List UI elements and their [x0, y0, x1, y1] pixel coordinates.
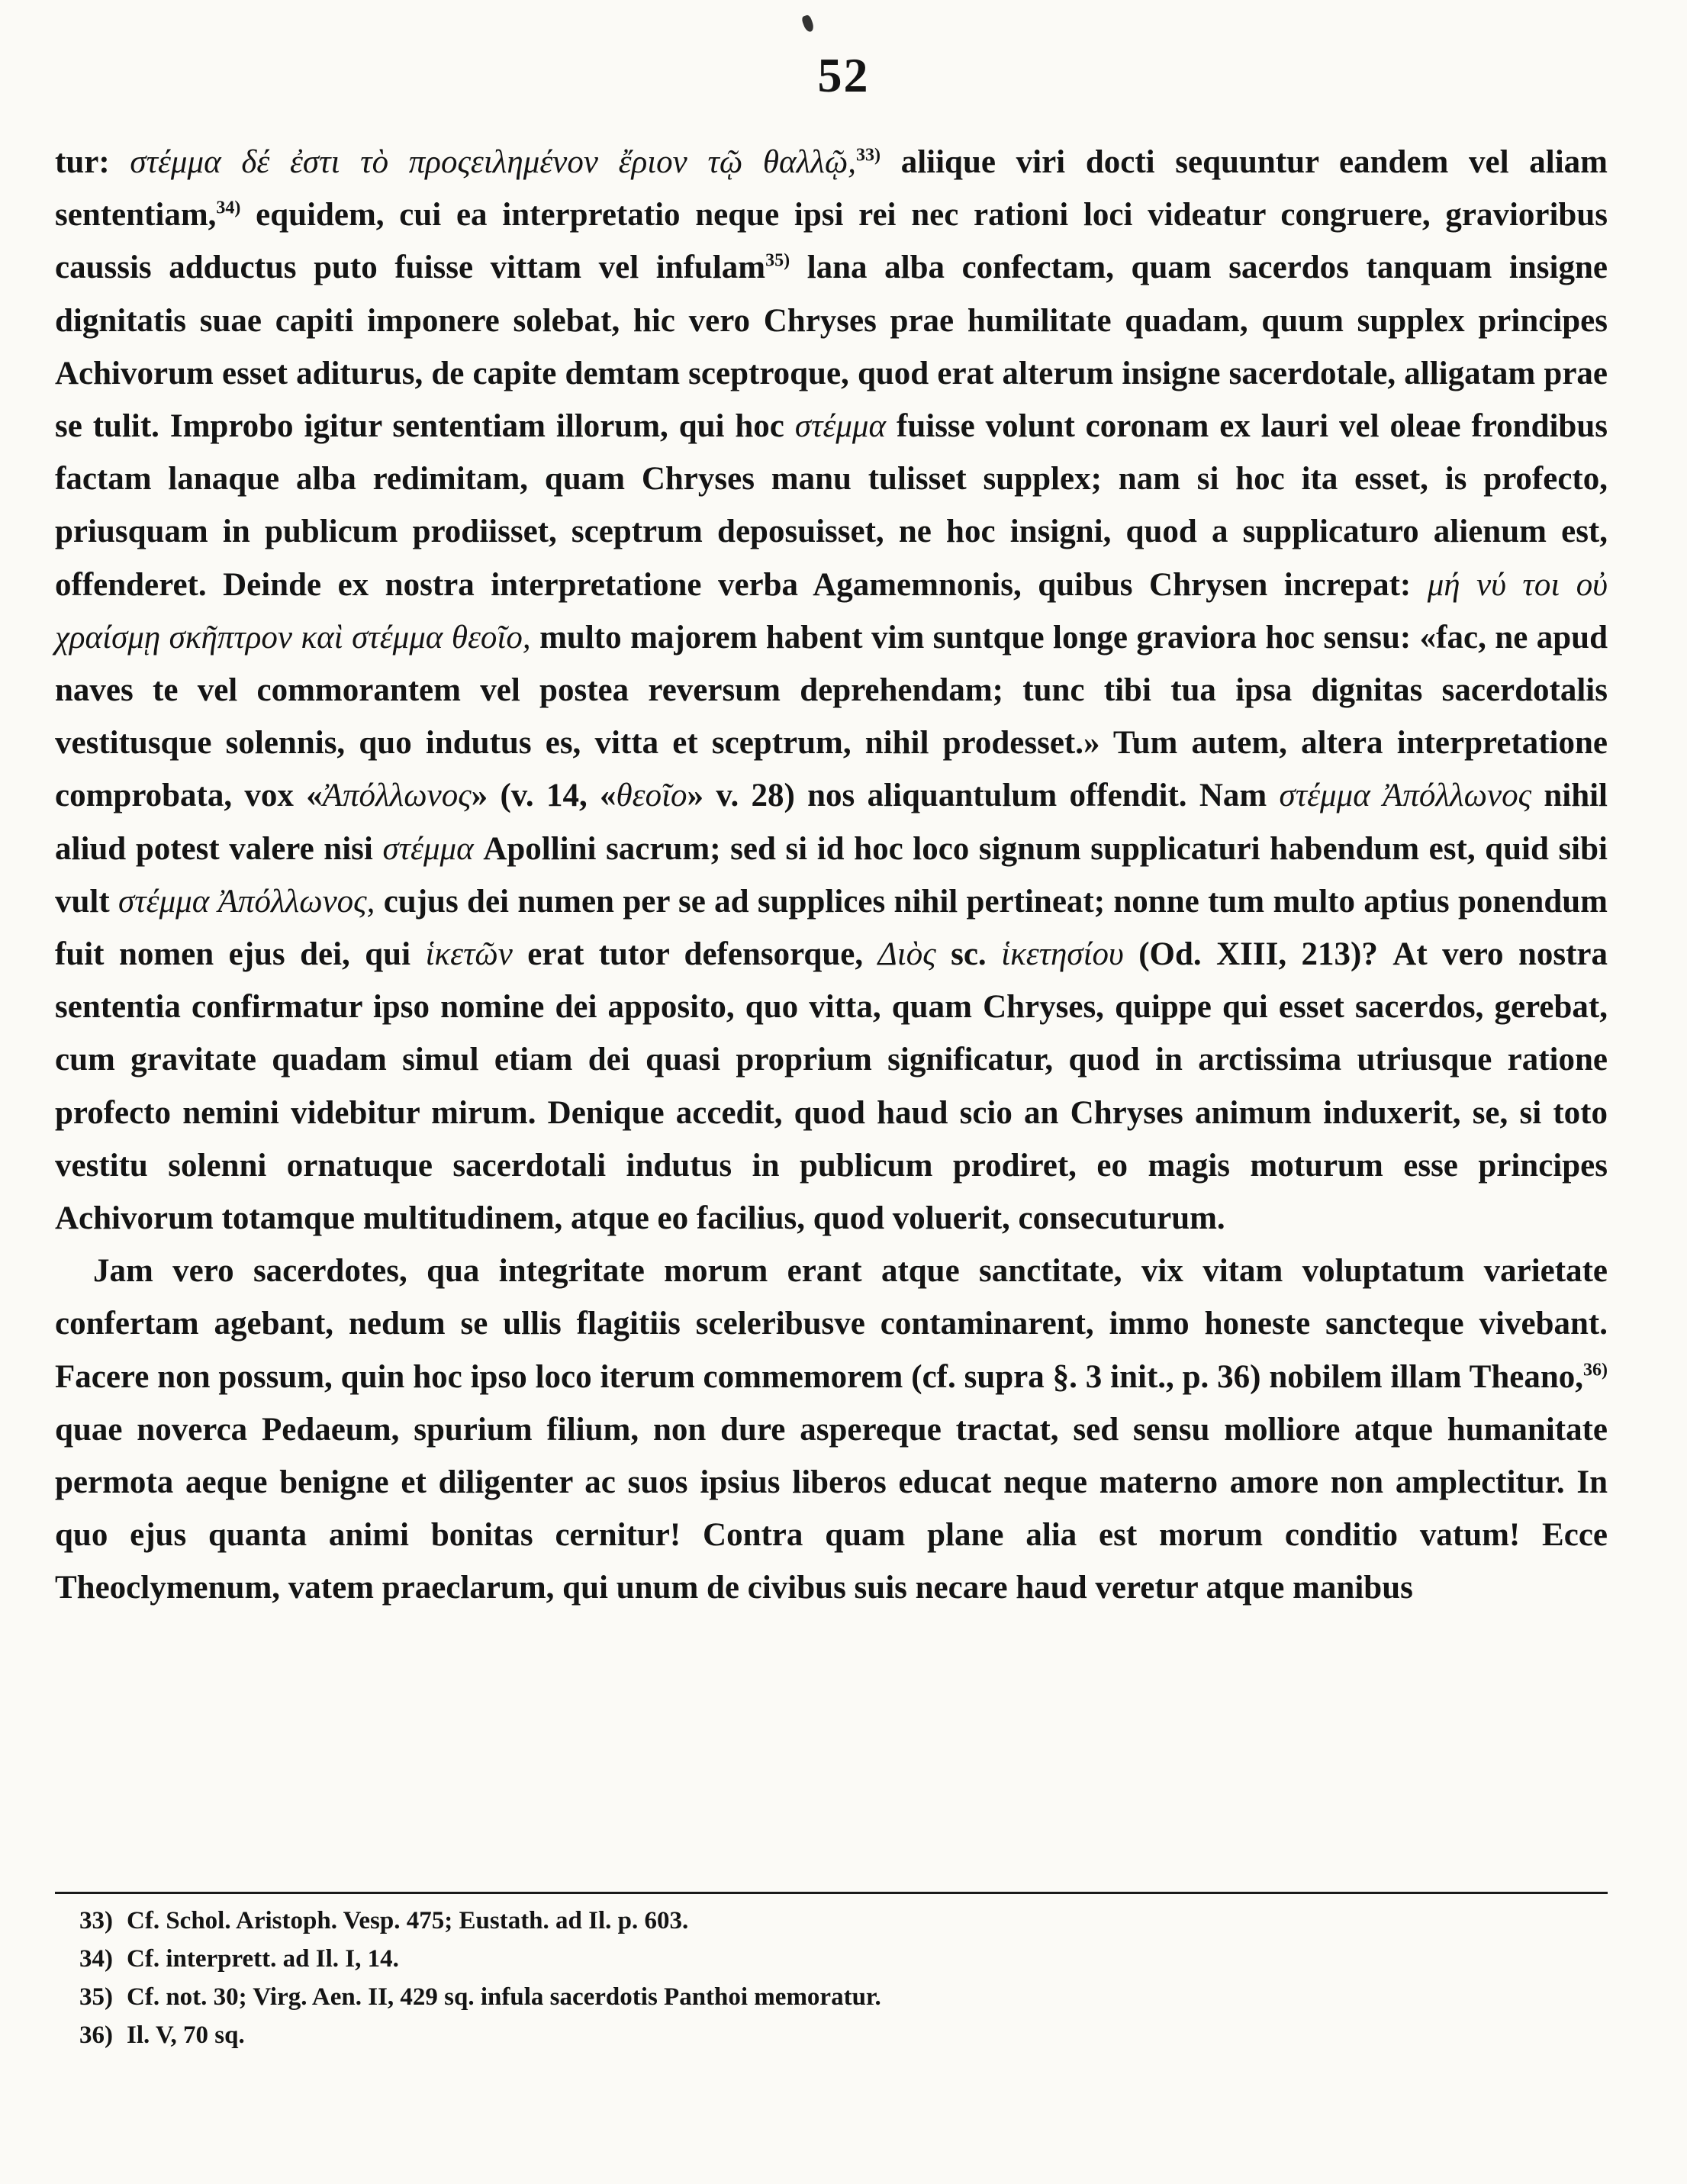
greek-text: μή νύ τοι οὐ χραίσμῃ σκῆπτρον καὶ στέμμα θεοῖο,	[55, 566, 1608, 656]
text-run: multo majorem habent vim suntque longe graviora hoc sensu: «fac, ne apud naves te vel commorantem vel postea reversum deprehendam; tunc tibi tua ipsa dignitas sacerdotalis vestitusque solennis, quo indutus es, vitta et sceptrum, nihil prodesset.» Tum autem, altera interpretatione comprobata, vox «	[55, 619, 1608, 814]
text-run: (Od. XIII, 213)? At vero nostra sententia confirmatur ipso nomine dei apposito, quo vitta, quam Chryses, quippe qui esset sacerdos, gerebat, cum gravitate quadam simul etiam dei quasi proprium significatur, quod in arctissima utriusque ratione profecto nemini videbitur mirum. Denique accedit, quod haud scio an Chryses animum induxerit, se, si toto vestitu solenni ornatuque sacerdotali indutus in publicum prodiret, eo magis moturum esse principes Achivorum totamque multitudinem, atque eo facilius, quod voluerit, consecuturum.	[55, 936, 1608, 1237]
greek-text: Ἀπόλλωνος	[322, 778, 472, 814]
greek-text: στέμμα	[794, 408, 887, 445]
text-run: Apollini sacrum; sed si id hoc loco signum supplicaturi habendum est, quid sibi vult	[55, 830, 1608, 920]
text-run: fuisse volunt coronam ex lauri vel oleae frondibus factam lanaque alba redimitam, quam Chryses manu tulisset supplex; nam si hoc ita esset, is profecto, priusquam in publicum prodiisset, sceptrum deposuisset, ne hoc insigni, quod a supplicaturo alienum est, offenderet. Deinde ex nostra interpretatione verba Agamemnonis, quibus Chrysen increpat:	[55, 408, 1608, 603]
greek-text: στέμμα Ἀπόλλωνος,	[118, 883, 375, 920]
text-run: aliique viri docti sequuntur eandem vel aliam sententiam,	[55, 144, 1608, 234]
text-run: quae noverca Pedaeum, spurium filium, non dure aspereque tractat, sed sensu molliore atque humanitate permota aeque benigne et diligenter ac suos ipsius liberos educat neque materno amore non amplectitur. In quo ejus quanta animi bonitas cernitur! Contra quam plane alia est morum conditio vatum! Ecce Theoclymenum, vatem praeclarum, qui unum de civibus suis necare haud veretur atque manibus	[55, 1411, 1608, 1606]
footnote-number: 34)	[79, 1945, 113, 1973]
page-number: 52	[817, 48, 870, 102]
greek-text: στέμμα δέ ἐστι τὸ προςειλημένον ἔριον τῷ θαλλῷ,	[130, 144, 856, 180]
text-run: cujus dei numen per se ad supplices nihil pertineat; nonne tum multo aptius ponendum fuit nomen ejus dei, qui	[55, 883, 1608, 973]
text-run: tur:	[55, 144, 130, 180]
ink-speck	[801, 14, 816, 34]
footnote-text: Il. V, 70 sq.	[127, 2021, 245, 2049]
greek-text: στέμμα Ἀπόλλωνος	[1279, 778, 1532, 814]
footnote	[79, 1902, 1529, 1940]
paragraph	[55, 136, 1608, 1245]
footnote-text: Cf. Schol. Aristoph. Vesp. 475; Eustath. ad Il. p. 603.	[127, 1907, 689, 1934]
text-run: nihil aliud potest valere nisi	[55, 778, 1608, 867]
greek-text: ἱκετησίου	[1001, 936, 1124, 973]
main-text	[55, 136, 1608, 1615]
greek-text: ἱκετῶν	[425, 936, 513, 973]
text-run: » v. 28) nos aliquantulum offendit. Nam	[687, 778, 1280, 814]
greek-text: στέμμα	[382, 830, 474, 867]
text-run: Jam vero sacerdotes, qua integritate morum erant atque sanctitate, vix vitam voluptatum varietate confertam agebant, nedum se ullis flagitiis sceleribusve contaminarent, immo honeste sancteque vivebant. Facere non possum, quin hoc ipso loco iterum commemorem (cf. supra §. 3 init., p. 36) nobilem illam Theano,	[55, 1253, 1608, 1395]
footnote	[79, 2016, 1529, 2054]
footnote-number: 36)	[79, 2021, 113, 2049]
footnotes	[79, 1902, 1529, 2054]
footnote	[79, 1940, 1529, 1978]
greek-text: Διὸς	[877, 936, 936, 973]
footnote-ref: 35)	[765, 251, 790, 272]
footnote-number: 35)	[79, 1983, 113, 2011]
text-run: sc.	[935, 936, 1002, 973]
footnote-ref: 34)	[216, 198, 241, 218]
footnote	[79, 1978, 1529, 2016]
text-run: erat tutor defensorque,	[512, 936, 878, 973]
footnote-number: 33)	[79, 1907, 113, 1934]
text-run: » (v. 14, «	[471, 778, 617, 814]
footnote-text: Cf. interprett. ad Il. I, 14.	[127, 1945, 399, 1973]
text-run: equidem, cui ea interpretatio neque ipsi rei nec rationi loci videatur congruere, gravioribus caussis adductus puto fuisse vittam vel infulam	[55, 197, 1608, 286]
text-run: lana alba confectam, quam sacerdos tanquam insigne dignitatis suae capiti imponere solebat, hic vero Chryses prae humilitate quadam, quum supplex principes Achivorum esset aditurus, de capite demtam sceptroque, quod erat alterum insigne sacerdotale, alligatam prae se tulit. Improbo igitur sententiam illorum, qui hoc	[55, 250, 1608, 445]
footnote-ref: 33)	[855, 145, 881, 166]
footnote-rule	[55, 1892, 1608, 1894]
paragraph	[55, 1245, 1608, 1614]
footnote-ref: 36)	[1583, 1360, 1608, 1380]
footnote-text: Cf. not. 30; Virg. Aen. II, 429 sq. infula sacerdotis Panthoi memoratur.	[127, 1983, 881, 2011]
greek-text: θεοῖο	[616, 778, 687, 814]
